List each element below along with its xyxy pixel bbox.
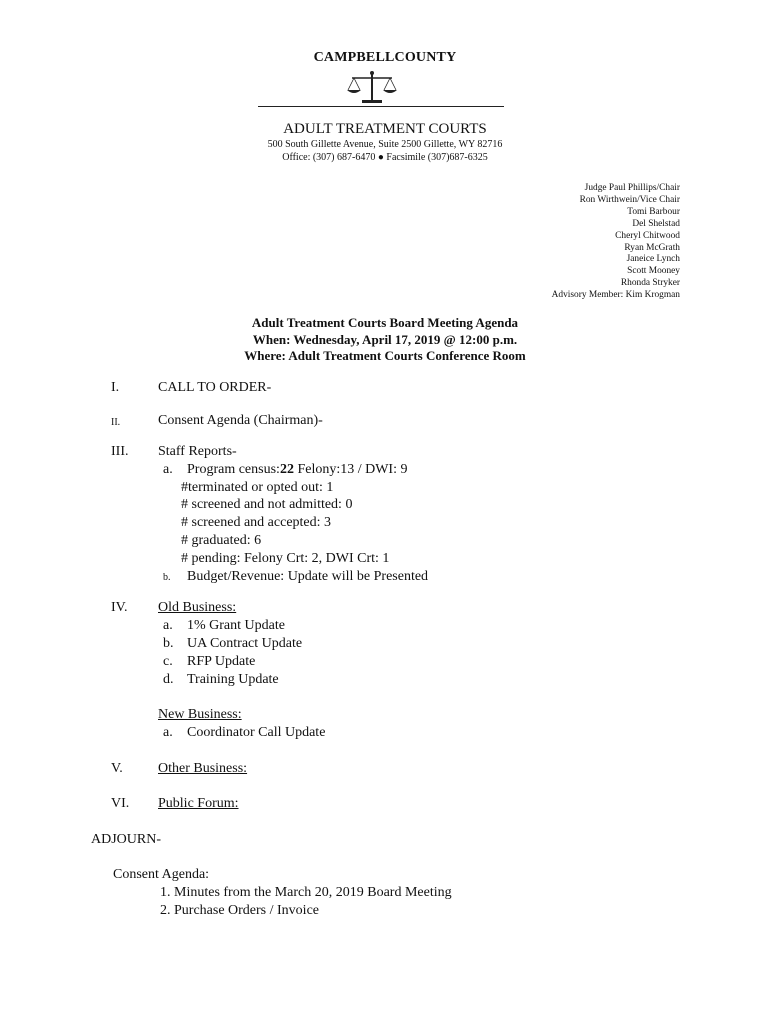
item-text: UA Contract Update <box>187 636 303 651</box>
agenda-where: Where: Adult Treatment Courts Conference Room <box>244 348 526 363</box>
section-consent-agenda: Consent Agenda (Chairman)- <box>158 413 323 428</box>
board-member: Del Shelstad <box>632 218 680 229</box>
staff-report-item-census <box>163 462 407 478</box>
board-member-list <box>552 183 680 302</box>
agenda-when: When: Wednesday, April 17, 2019 @ 12:00 p.m. <box>252 331 518 347</box>
scales-of-justice-icon <box>346 70 398 106</box>
new-business-heading: New Business: <box>158 707 242 722</box>
section-number: II. <box>111 417 121 428</box>
census-detail: # pending: Felony Crt: 2, DWI Crt: 1 <box>181 551 390 566</box>
section-number: V. <box>111 761 123 776</box>
census-detail: # screened and not admitted: 0 <box>181 497 353 512</box>
section-number: III. <box>111 444 129 459</box>
consent-agenda-item: 1. Minutes from the March 20, 2019 Board Meeting <box>160 885 452 900</box>
census-detail: #terminated or opted out: 1 <box>181 480 334 495</box>
census-detail: # graduated: 6 <box>181 533 262 548</box>
agenda-heading <box>0 315 770 365</box>
item-text: Training Update <box>187 672 279 687</box>
section-old-business: Old Business: <box>158 600 237 615</box>
board-member: Tomi Barbour <box>627 206 680 217</box>
list-marker: a. <box>163 725 173 740</box>
header-divider <box>258 106 504 107</box>
staff-report-item-budget <box>163 569 428 585</box>
list-marker: a. <box>163 462 173 477</box>
old-business-item <box>163 654 255 670</box>
board-member: Janeice Lynch <box>626 254 680 265</box>
board-member: Ron Wirthwein/Vice Chair <box>579 194 680 205</box>
census-breakdown: Felony:13 / DWI: 9 <box>293 462 408 477</box>
section-call-to-order: CALL TO ORDER- <box>158 380 272 395</box>
court-contact: Office: (307) 687-6470 ● Facsimile (307)687-6325 <box>282 152 488 163</box>
board-member: Rhonda Stryker <box>620 278 680 289</box>
consent-agenda-item: 2. Purchase Orders / Invoice <box>160 903 320 918</box>
list-marker: c. <box>163 654 173 669</box>
budget-text: Budget/Revenue: Update will be Presented <box>187 569 429 584</box>
list-marker: b. <box>163 572 171 583</box>
section-public-forum: Public Forum: <box>158 796 239 811</box>
board-member: Ryan McGrath <box>624 242 680 253</box>
section-staff-reports: Staff Reports- <box>158 444 237 459</box>
census-detail: # screened and accepted: 3 <box>181 515 332 530</box>
section-number: VI. <box>111 796 130 811</box>
census-label: Program census: <box>187 462 280 477</box>
adjourn-label: ADJOURN- <box>91 832 161 847</box>
board-member: Judge Paul Phillips/Chair <box>584 183 680 193</box>
section-other-business: Other Business: <box>158 761 248 776</box>
old-business-item <box>163 636 302 652</box>
old-business-item <box>163 618 285 634</box>
old-business-item <box>163 672 279 688</box>
list-marker: a. <box>163 618 173 633</box>
section-number: I. <box>111 380 120 395</box>
court-address: 500 South Gillette Avenue, Suite 2500 Gillette, WY 82716 <box>267 139 503 150</box>
section-number: IV. <box>111 600 128 615</box>
item-text: Coordinator Call Update <box>187 725 326 740</box>
board-member: Scott Mooney <box>627 266 680 277</box>
consent-agenda-title: Consent Agenda: <box>113 867 210 882</box>
agenda-title: Adult Treatment Courts Board Meeting Agenda <box>251 315 519 330</box>
item-text: 1% Grant Update <box>187 618 285 633</box>
board-member: Advisory Member: Kim Krogman <box>551 290 680 301</box>
organization-name: CAMPBELLCOUNTY <box>313 50 457 65</box>
board-member: Cheryl Chitwood <box>615 230 680 241</box>
new-business-item <box>163 725 325 741</box>
court-name: ADULT TREATMENT COURTS <box>283 121 487 137</box>
item-text: RFP Update <box>187 654 256 669</box>
census-total: 22 <box>279 462 294 477</box>
list-marker: d. <box>163 672 174 687</box>
list-marker: b. <box>163 636 174 651</box>
